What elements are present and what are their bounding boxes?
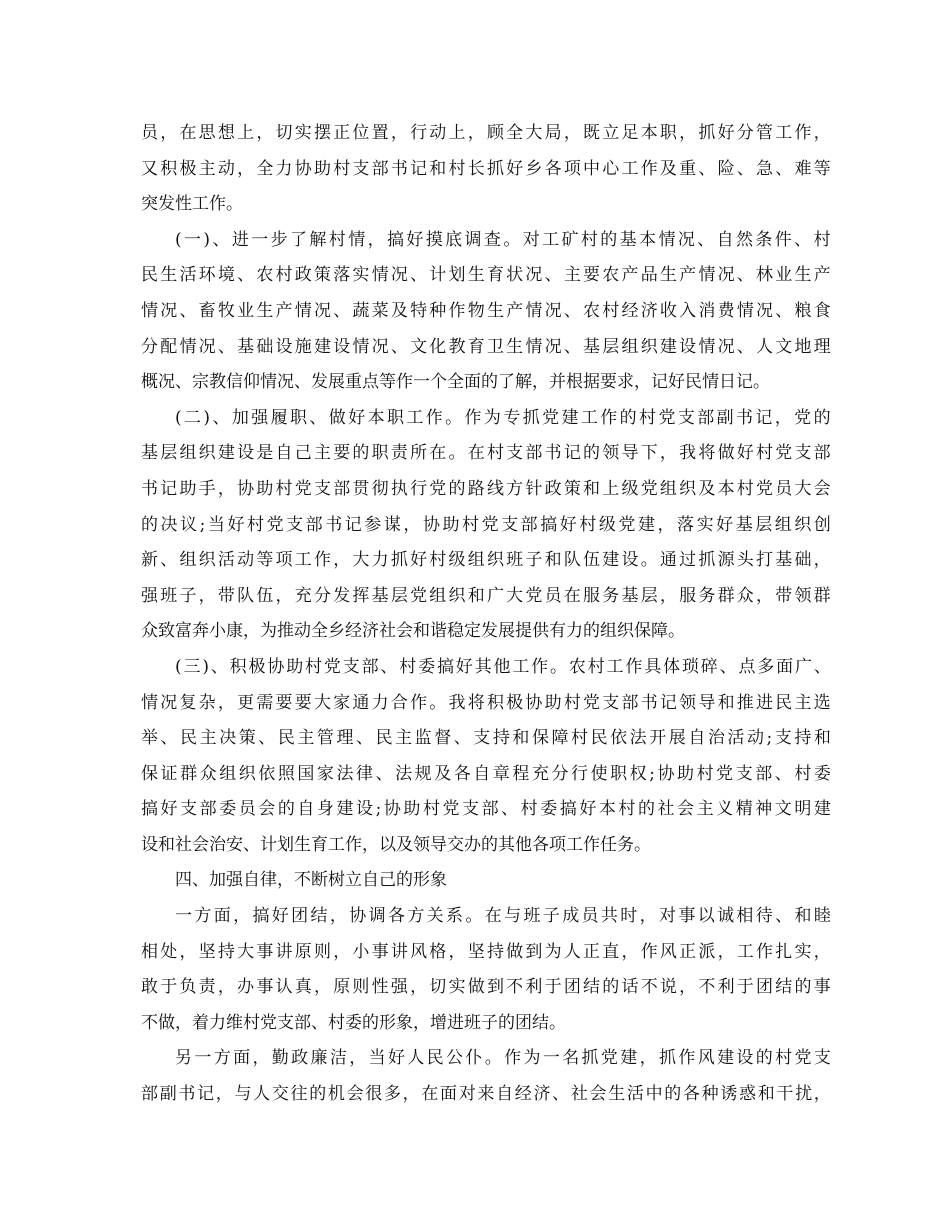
text-line: 保 证 群 众 组 织 依 照 国 家 法 律 、 法 规 及 各 自 章 程 充 分 行 使 职 权 ; 协 助 村 党 支 部 、 村 委: [141, 763, 831, 784]
text-line: 另 一 方 面 ， 勤 政 廉 洁 ， 当 好 人 民 公 仆 。 作 为 一 名 抓 党 建 ， 抓 作 风 建 设 的 村 党 支: [175, 1048, 831, 1069]
text-line: 举 、 民 主 决 策 、 民 主 管 理 、 民 主 监 督 、 支 持 和 保 障 村 民 依 法 开 展 自 治 活 动 ; 支 持 和: [141, 728, 831, 749]
text-line: 情 况 复 杂 ， 更 需 要 要 大 家 通 力 合 作 。 我 将 积 极 协 助 村 党 支 部 书 记 领 导 和 推 进 民 主 选: [141, 692, 831, 713]
text-line: 情 况 、 畜 牧 业 生 产 情 况 、 蔬 菜 及 特 种 作 物 生 产 情 况 、 农 村 经 济 收 入 消 费 情 况 、 粮 食: [141, 300, 831, 321]
text-line: 员 ， 在 思 想 上 ， 切 实 摆 正 位 置 ， 行 动 上 ， 顾 全 大 局 ， 既 立 足 本 职 ， 抓 好 分 管 工 作 ，: [141, 123, 831, 143]
text-line: 敢 于 负 责 ， 办 事 认 真 ， 原 则 性 强 ， 切 实 做 到 不 利 于 团 结 的 话 不 说 ， 不 利 于 团 结 的 事: [141, 977, 831, 998]
text-line: 部 副 书 记 ， 与 人 交 往 的 机 会 很 多 ， 在 面 对 来 自 经 济 、 社 会 生 活 中 的 各 种 诱 惑 和 干 扰 ，: [141, 1084, 831, 1105]
text-line: 相 处 ， 坚 持 大 事 讲 原 则 ， 小 事 讲 风 格 ， 坚 持 做 到 为 人 正 直 ， 作 风 正 派 ， 工 作 扎 实 ，: [141, 941, 831, 962]
text-line: 搞 好 支 部 委 员 会 的 自 身 建 设 ; 协 助 村 党 支 部 、 村 委 搞 好 本 村 的 社 会 主 义 精 神 文 明 建: [141, 799, 831, 820]
document-body-text: [141, 116, 831, 1113]
text-line: 概况、宗教信仰情况、发展重点等作一个全面的了解，并根据要求，记好民情日记。: [141, 372, 770, 393]
text-line: 不做，着力维村党支部、村委的形象，增进班子的团结。: [141, 1012, 566, 1033]
text-line: 民 生 活 环 境 、 农 村 政 策 落 实 情 况 、 计 划 生 育 状 况 、 主 要 农 产 品 生 产 情 况 、 林 业 生 产: [141, 265, 831, 286]
text-line: ( 一 ) 、 进 一 步 了 解 村 情 ， 搞 好 摸 底 调 查 。 对 工 矿 村 的 基 本 情 况 、 自 然 条 件 、 村: [175, 229, 831, 250]
text-line: 一 方 面 ， 搞 好 团 结 ， 协 调 各 方 关 系 。 在 与 班 子 成 员 共 时 ， 对 事 以 诚 相 待 、 和 睦: [175, 906, 831, 927]
text-line: 书 记 助 手 ， 协 助 村 党 支 部 贯 彻 执 行 党 的 路 线 方 针 政 策 和 上 级 党 组 织 及 本 村 党 员 大 会: [141, 478, 831, 499]
text-line: 分 配 情 况 、 基 础 设 施 建 设 情 况 、 文 化 教 育 卫 生 情 况 、 基 层 组 织 建 设 情 况 、 人 文 地 理: [141, 336, 831, 357]
text-line: 又 积 极 主 动 ， 全 力 协 助 村 支 部 书 记 和 村 长 抓 好 乡 各 项 中 心 工 作 及 重 、 险 、 急 、 难 等: [141, 158, 831, 179]
text-line: 强 班 子 ， 带 队 伍 ， 充 分 发 挥 基 层 党 组 织 和 广 大 党 员 在 服 务 基 层 ， 服 务 群 众 ， 带 领 群: [141, 585, 831, 606]
text-line: 新 、 组 织 活 动 等 项 工 作 ， 大 力 抓 好 村 级 组 织 班 子 和 队 伍 建 设 。 通 过 抓 源 头 打 基 础 ，: [141, 550, 831, 571]
text-line: 四、加强自律，不断树立自己的形象: [175, 870, 447, 891]
text-line: 基 层 组 织 建 设 是 自 己 主 要 的 职 责 所 在 。 在 村 支 部 书 记 的 领 导 下 ， 我 将 做 好 村 党 支 部: [141, 443, 831, 464]
text-line: 设和社会治安、计划生育工作，以及领导交办的其他各项工作任务。: [141, 834, 651, 855]
text-line: 突发性工作。: [141, 194, 243, 215]
text-line: ( 三 ) 、 积 极 协 助 村 党 支 部 、 村 委 搞 好 其 他 工 作 。 农 村 工 作 具 体 琐 碎 、 点 多 面 广 、: [175, 656, 831, 677]
text-line: 众致富奔小康，为推动全乡经济社会和谐稳定发展提供有力的组织保障。: [141, 621, 685, 642]
text-line: 的 决 议 ; 当 好 村 党 支 部 书 记 参 谋 ， 协 助 村 党 支 部 搞 好 村 级 党 建 ， 落 实 好 基 层 组 织 创: [141, 514, 831, 535]
text-line: ( 二 ) 、 加 强 履 职 、 做 好 本 职 工 作 。 作 为 专 抓 党 建 工 作 的 村 党 支 部 副 书 记 ， 党 的: [175, 407, 831, 428]
